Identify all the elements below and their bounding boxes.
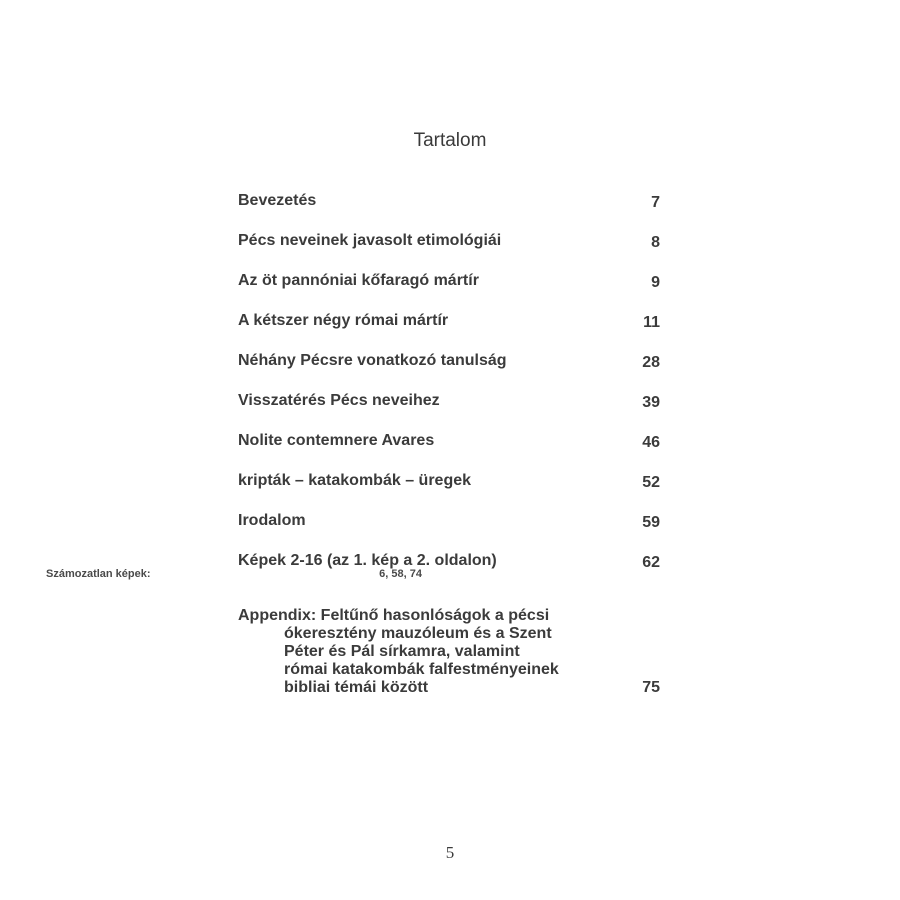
appendix-line: római katakombák falfestményeinek (284, 661, 559, 678)
toc-entry-label: kripták – katakombák – üregek (238, 472, 472, 489)
appendix-line: ókeresztény mauzóleum és a Szent (284, 625, 552, 642)
toc-entry-label: Nolite contemnere Avares (238, 432, 435, 449)
appendix-line: Péter és Pál sírkamra, valamint (284, 643, 520, 660)
toc-appendix-page: 75 (642, 679, 660, 696)
toc-entry-page: 59 (642, 514, 660, 531)
toc-appendix-entry (238, 607, 660, 697)
toc-entry-label: Irodalom (238, 512, 306, 529)
toc-sub-entry-label: Számozatlan képek: (46, 568, 151, 580)
toc-entry (238, 308, 660, 348)
toc-entry (238, 268, 660, 308)
toc-entry (238, 468, 660, 508)
toc-entry-label: Pécs neveinek javasolt etimológiái (238, 232, 502, 249)
toc-entry-page: 62 (642, 554, 660, 571)
toc-entry-label: Képek 2-16 (az 1. kép a 2. oldalon) (238, 552, 497, 569)
toc-entry-page: 11 (643, 314, 660, 331)
toc-entry-page: 46 (642, 434, 660, 451)
toc-entry (238, 508, 660, 548)
toc-entry-page: 9 (651, 274, 660, 291)
toc-entry-page: 8 (651, 234, 660, 251)
toc-entry (238, 228, 660, 268)
toc-entry (238, 348, 660, 388)
toc-entry-label: Az öt pannóniai kőfaragó mártír (238, 272, 479, 289)
toc-entry-page: 28 (642, 354, 660, 371)
toc-entry-label: A kétszer négy római mártír (238, 312, 449, 329)
toc-entry (238, 548, 660, 588)
toc-sub-entry-pages: 6, 58, 74 (379, 568, 422, 580)
toc-entry-page: 39 (642, 394, 660, 411)
toc-entry (238, 388, 660, 428)
toc-entry (238, 428, 660, 468)
page-title: Tartalom (413, 130, 487, 151)
toc-entry-label: Visszatérés Pécs neveihez (238, 392, 440, 409)
toc-entry-label: Bevezetés (238, 192, 317, 209)
toc-entry-page: 7 (651, 194, 660, 211)
appendix-line: bibliai témái között (284, 679, 429, 696)
toc-entry-label: Néhány Pécsre vonatkozó tanulság (238, 352, 507, 369)
page-number: 5 (445, 843, 455, 862)
toc-entry-page: 52 (642, 474, 660, 491)
toc-list (238, 188, 660, 588)
appendix-line: Appendix: Feltűnő hasonlóságok a pécsi (238, 607, 550, 624)
toc-entry (238, 188, 660, 228)
